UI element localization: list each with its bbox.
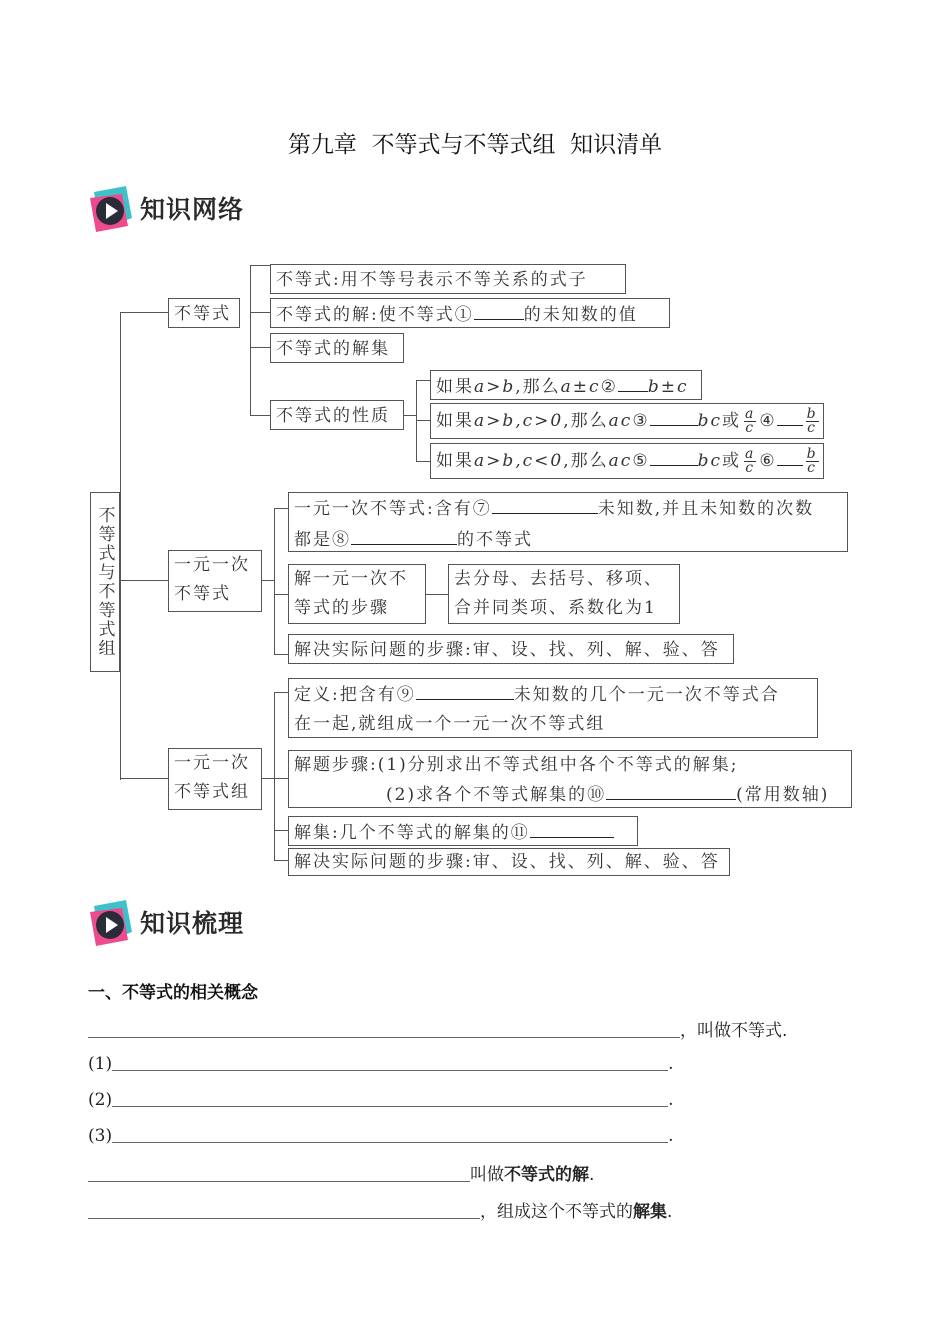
prop3-mid: ,那么	[563, 451, 609, 471]
play-badge-icon	[88, 182, 134, 234]
fraction-a-over-c: $\frac{a}{c}$	[744, 446, 756, 476]
tree-connector	[250, 312, 270, 313]
row-label: (2)	[88, 1090, 113, 1110]
prop2-tail: bc	[697, 411, 722, 431]
prop2-or: 或	[721, 411, 741, 431]
row-text: ，叫做不等式.	[680, 1021, 788, 1041]
fill-row-solution-set	[88, 1197, 672, 1222]
tree-connector	[274, 508, 288, 509]
property-1-box	[430, 370, 702, 400]
row-period: .	[668, 1054, 674, 1074]
section-banner-label: 知识网络	[140, 195, 245, 224]
blank-8	[351, 524, 457, 545]
branch-linear-inequality-node	[168, 550, 262, 612]
tree-connector	[274, 778, 288, 779]
page-title: 第九章 不等式与不等式组 知识清单	[287, 132, 663, 158]
def-text: 未知数的几个一元一次不等式合	[513, 685, 780, 705]
row-period: .	[667, 1202, 673, 1222]
system-practical-box: 解决实际问题的步骤:审、设、找、列、解、验、答	[288, 848, 730, 876]
steps-line: (常用数轴)	[736, 785, 830, 805]
section-heading: 一、不等式的相关概念	[88, 983, 258, 1003]
tree-root-node: 不等式与不等式组	[90, 492, 120, 672]
row-label: (3)	[88, 1126, 113, 1146]
tree-connector	[404, 415, 416, 416]
prop3-expr: ac	[608, 451, 633, 471]
prop2-mid: ,那么	[563, 411, 609, 431]
prop2-pre: 如果	[436, 411, 474, 431]
properties-box: 不等式的性质	[270, 400, 404, 430]
tree-connector	[416, 420, 430, 421]
blank-10	[606, 779, 736, 800]
tree-connector	[426, 594, 448, 595]
solution-text-pre: 不等式的解:使不等式①	[276, 305, 474, 325]
steps-line: 解题步骤:(1)分别求出不等式组中各个不等式的解集;	[294, 755, 739, 775]
node-label-line: 不等式	[174, 584, 231, 604]
prop2-cond: a>b,c>0	[474, 411, 564, 431]
node-label-line: 一元一次	[174, 555, 250, 575]
branch2-line	[274, 508, 275, 654]
tree-connector	[250, 265, 270, 266]
steps-label-line: 等式的步骤	[294, 598, 389, 618]
fill-row-solution	[88, 1160, 594, 1185]
prop2-num2: ④	[759, 411, 777, 431]
def-text: 未知数,并且未知数的次数	[597, 499, 815, 519]
system-solution-set-box	[288, 816, 638, 846]
blank-1	[474, 299, 524, 320]
prop3-num2: ⑥	[759, 451, 777, 471]
prop1-num: ②	[600, 377, 618, 397]
fill-blank[interactable]	[88, 1019, 680, 1038]
row-period: .	[589, 1165, 595, 1185]
solution-set-box: 不等式的解集	[270, 333, 404, 363]
prop3-cond: a>b,c<0	[474, 451, 564, 471]
def-text: 一元一次不等式:含有⑦	[294, 499, 492, 519]
property-2-box	[430, 403, 824, 439]
fill-blank[interactable]	[88, 1163, 470, 1182]
blank-3	[650, 405, 698, 426]
solset-text: 解集:几个不等式的解集的⑪	[294, 823, 530, 843]
practical-steps-box: 解决实际问题的步骤:审、设、找、列、解、验、答	[288, 634, 734, 664]
blank-7	[492, 493, 598, 514]
branch1-line	[250, 265, 251, 415]
branch-inequality-node: 不等式	[168, 298, 240, 328]
tree-connector	[262, 580, 274, 581]
tree-connector	[274, 692, 288, 693]
prop3-tail: bc	[697, 451, 722, 471]
prop3-or: 或	[721, 451, 741, 471]
section-banner-label: 知识梳理	[140, 909, 245, 938]
tree-trunk-line	[120, 312, 121, 780]
blank-5	[650, 445, 698, 466]
fraction-a-over-c: $\frac{a}{c}$	[744, 406, 756, 436]
prop-line	[416, 380, 417, 462]
prop1-tail: b±c	[647, 377, 689, 397]
property-3-box	[430, 443, 824, 479]
row-period: .	[668, 1090, 674, 1110]
row-text: ，组成这个不等式的	[480, 1202, 633, 1222]
branch-inequality-system-node	[168, 748, 262, 810]
prop3-num: ⑤	[632, 451, 650, 471]
play-badge-icon	[88, 896, 134, 948]
inequality-definition-box: 不等式:用不等号表示不等关系的式子	[270, 264, 626, 294]
prop2-expr: ac	[608, 411, 633, 431]
prop2-num: ③	[632, 411, 650, 431]
row-bold-term: 解集	[633, 1202, 667, 1222]
inequality-solution-box	[270, 298, 670, 328]
fraction-b-over-c: $\frac{b}{c}$	[806, 446, 818, 476]
tree-connector	[120, 778, 168, 779]
tree-connector	[250, 347, 270, 348]
system-definition-box	[288, 678, 818, 738]
fraction-b-over-c: $\frac{b}{c}$	[806, 406, 818, 436]
fill-row-2	[88, 1088, 674, 1110]
blank-9	[416, 679, 514, 700]
def-text: 在一起,就组成一个一元一次不等式组	[294, 714, 606, 734]
fill-row-3	[88, 1124, 674, 1146]
def-text: 的不等式	[457, 530, 533, 550]
tree-connector	[274, 594, 288, 595]
tree-connector	[416, 380, 430, 381]
section-banner-network	[88, 182, 388, 238]
def-text: 定义:把含有⑨	[294, 685, 416, 705]
blank-2	[618, 371, 648, 392]
fill-row-definition	[88, 1016, 787, 1041]
prop1-cond: a>b	[474, 377, 516, 397]
tree-connector	[262, 778, 274, 779]
row-label: (1)	[88, 1054, 113, 1074]
prop3-pre: 如果	[436, 451, 474, 471]
tree-connector	[250, 415, 270, 416]
steps-label-line: 解一元一次不	[294, 569, 408, 589]
fill-blank[interactable]	[112, 1124, 668, 1143]
tree-connector	[274, 860, 288, 861]
solving-steps-label-box	[288, 564, 426, 624]
linear-inequality-definition-box	[288, 492, 848, 552]
fill-row-1	[88, 1052, 674, 1074]
system-steps-box	[288, 750, 852, 808]
tree-connector	[274, 654, 288, 655]
steps-line: (2)求各个不等式解集的⑩	[386, 785, 607, 805]
tree-connector	[120, 580, 168, 581]
row-period: .	[668, 1126, 674, 1146]
branch3-line	[274, 692, 275, 860]
tree-connector	[274, 830, 288, 831]
solving-steps-box	[448, 564, 680, 624]
fill-blank[interactable]	[112, 1052, 668, 1071]
prop1-expr: a±c	[560, 377, 601, 397]
node-label-line: 一元一次	[174, 753, 250, 773]
section-banner-review	[88, 896, 388, 952]
prop1-mid: ,那么	[515, 377, 561, 397]
blank-11	[530, 817, 614, 838]
solution-text-post: 的未知数的值	[523, 305, 638, 325]
fill-blank[interactable]	[88, 1200, 480, 1219]
tree-connector	[120, 312, 168, 313]
tree-connector	[416, 461, 430, 462]
node-label-line: 不等式组	[174, 782, 250, 802]
prop1-pre: 如果	[436, 377, 474, 397]
row-bold-term: 不等式的解	[504, 1165, 589, 1185]
blank-6	[777, 445, 803, 466]
row-text: 叫做	[470, 1165, 504, 1185]
steps-line: 去分母、去括号、移项、	[454, 569, 663, 589]
blank-4	[777, 405, 803, 426]
steps-line: 合并同类项、系数化为1	[454, 598, 657, 618]
def-text: 都是⑧	[294, 530, 351, 550]
fill-blank[interactable]	[112, 1088, 668, 1107]
